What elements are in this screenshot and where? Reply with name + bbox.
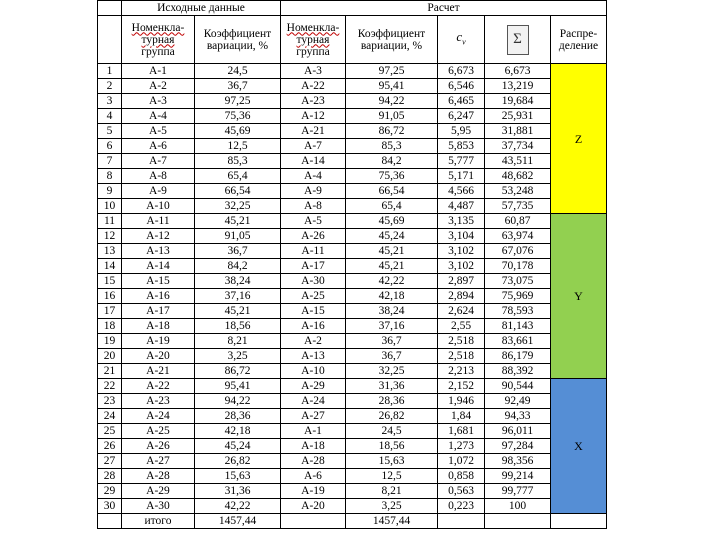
- cumulative-share-cell: 53,248: [485, 184, 551, 199]
- cv-share-cell: 3,104: [438, 229, 485, 244]
- table-row: [98, 379, 607, 394]
- cv-share-cell: 2,152: [438, 379, 485, 394]
- calc-group-cell: А-21: [281, 124, 346, 139]
- source-coef-cell: 26,82: [195, 454, 281, 469]
- source-group-cell: А-22: [122, 379, 195, 394]
- source-coef-cell: 12,5: [195, 139, 281, 154]
- calc-coef-cell: 38,24: [346, 304, 438, 319]
- source-coef-cell: 94,22: [195, 394, 281, 409]
- calc-group-cell: А-22: [281, 79, 346, 94]
- calc-coef-cell: 65,4: [346, 199, 438, 214]
- calc-group-cell: А-17: [281, 259, 346, 274]
- calc-group-cell: А-10: [281, 364, 346, 379]
- row-index-cell: 30: [98, 499, 122, 514]
- calc-coef-cell: 15,63: [346, 454, 438, 469]
- table-row: [98, 469, 607, 484]
- table-row: [98, 139, 607, 154]
- calc-coef-cell: 37,16: [346, 319, 438, 334]
- cumulative-share-cell: 97,284: [485, 439, 551, 454]
- calc-group-cell: А-25: [281, 289, 346, 304]
- total-empty-cell: [551, 514, 607, 529]
- source-coef-cell: 45,21: [195, 214, 281, 229]
- source-group-cell: А-25: [122, 424, 195, 439]
- source-group-cell: А-15: [122, 274, 195, 289]
- row-index-cell: 4: [98, 109, 122, 124]
- calc-coef-cell: 3,25: [346, 499, 438, 514]
- source-coef-cell: 42,22: [195, 499, 281, 514]
- cumulative-share-cell: 92,49: [485, 394, 551, 409]
- total-row: [98, 514, 607, 529]
- cumulative-share-cell: 19,684: [485, 94, 551, 109]
- calc-group-cell: А-9: [281, 184, 346, 199]
- cumulative-share-cell: 25,931: [485, 109, 551, 124]
- row-index-cell: 9: [98, 184, 122, 199]
- total-empty-cell: [485, 514, 551, 529]
- cv-share-cell: 1,072: [438, 454, 485, 469]
- row-index-cell: 15: [98, 274, 122, 289]
- cumulative-share-cell: 57,735: [485, 199, 551, 214]
- cumulative-share-cell: 99,777: [485, 484, 551, 499]
- table-row: [98, 304, 607, 319]
- cumulative-share-cell: 88,392: [485, 364, 551, 379]
- table-row: [98, 499, 607, 514]
- calc-coef-cell: 95,41: [346, 79, 438, 94]
- distribution-zone-z: Z: [551, 64, 607, 214]
- source-group-cell: А-18: [122, 319, 195, 334]
- source-group-cell: А-30: [122, 499, 195, 514]
- source-group-cell: А-19: [122, 334, 195, 349]
- table-row: [98, 169, 607, 184]
- row-index-cell: 29: [98, 484, 122, 499]
- row-index-cell: 16: [98, 289, 122, 304]
- cv-share-cell: 2,213: [438, 364, 485, 379]
- row-index-cell: 13: [98, 244, 122, 259]
- source-coef-header: Коэффициент вариации, %: [195, 16, 281, 64]
- calc-group-cell: А-13: [281, 349, 346, 364]
- total-index-cell: [98, 514, 122, 529]
- calc-group-cell: А-29: [281, 379, 346, 394]
- calc-group-cell: А-8: [281, 199, 346, 214]
- calc-group-cell: А-26: [281, 229, 346, 244]
- cv-share-cell: 2,894: [438, 289, 485, 304]
- row-index-cell: 6: [98, 139, 122, 154]
- table-row: [98, 424, 607, 439]
- calc-group-cell: А-4: [281, 169, 346, 184]
- cumulative-share-cell: 31,881: [485, 124, 551, 139]
- source-coef-cell: 37,16: [195, 289, 281, 304]
- row-index-cell: 2: [98, 79, 122, 94]
- cv-share-cell: 6,247: [438, 109, 485, 124]
- cv-share-cell: 5,171: [438, 169, 485, 184]
- table-row: [98, 64, 607, 79]
- cumulative-share-cell: 73,075: [485, 274, 551, 289]
- calc-coef-cell: 75,36: [346, 169, 438, 184]
- calc-coef-cell: 94,22: [346, 94, 438, 109]
- table-row: [98, 334, 607, 349]
- source-coef-cell: 36,7: [195, 244, 281, 259]
- cv-share-cell: 2,518: [438, 349, 485, 364]
- cumulative-share-cell: 70,178: [485, 259, 551, 274]
- calc-group-cell: А-30: [281, 274, 346, 289]
- source-coef-cell: 38,24: [195, 274, 281, 289]
- source-coef-cell: 8,21: [195, 334, 281, 349]
- calc-coef-cell: 45,21: [346, 259, 438, 274]
- index-header: [98, 16, 122, 64]
- source-group-cell: А-5: [122, 124, 195, 139]
- row-index-cell: 20: [98, 349, 122, 364]
- source-coef-cell: 42,18: [195, 424, 281, 439]
- total-empty-cell: [438, 514, 485, 529]
- source-coef-cell: 85,3: [195, 154, 281, 169]
- cumulative-share-cell: 90,544: [485, 379, 551, 394]
- row-index-cell: 10: [98, 199, 122, 214]
- source-group-cell: А-27: [122, 454, 195, 469]
- cv-share-cell: 5,95: [438, 124, 485, 139]
- table-row: [98, 259, 607, 274]
- row-index-cell: 11: [98, 214, 122, 229]
- calc-coef-cell: 8,21: [346, 484, 438, 499]
- row-index-cell: 24: [98, 409, 122, 424]
- calc-group-cell: А-1: [281, 424, 346, 439]
- source-coef-cell: 65,4: [195, 169, 281, 184]
- calc-coef-cell: 45,69: [346, 214, 438, 229]
- cumulative-share-cell: 94,33: [485, 409, 551, 424]
- table-row: [98, 319, 607, 334]
- table-body: [98, 64, 607, 529]
- cv-share-cell: 6,546: [438, 79, 485, 94]
- source-group-cell: А-16: [122, 289, 195, 304]
- cumulative-share-cell: 67,076: [485, 244, 551, 259]
- cv-share-cell: 5,853: [438, 139, 485, 154]
- total-label-cell: итого: [122, 514, 195, 529]
- source-group-cell: А-14: [122, 259, 195, 274]
- cv-share-cell: 4,487: [438, 199, 485, 214]
- row-index-cell: 28: [98, 469, 122, 484]
- cv-share-cell: 2,897: [438, 274, 485, 289]
- cv-share-cell: 1,84: [438, 409, 485, 424]
- calc-coef-cell: 85,3: [346, 139, 438, 154]
- calc-group-cell: А-12: [281, 109, 346, 124]
- source-group-cell: А-23: [122, 394, 195, 409]
- calc-group-cell: А-11: [281, 244, 346, 259]
- table-row: [98, 79, 607, 94]
- calculation-header: Расчет: [281, 1, 607, 16]
- table-row: [98, 289, 607, 304]
- distribution-header: Распре- деление: [551, 16, 607, 64]
- calc-group-cell: А-7: [281, 139, 346, 154]
- cumulative-share-cell: 78,593: [485, 304, 551, 319]
- row-index-cell: 7: [98, 154, 122, 169]
- calc-coef-cell: 36,7: [346, 334, 438, 349]
- table-row: [98, 229, 607, 244]
- table-row: [98, 109, 607, 124]
- calc-group-cell: А-27: [281, 409, 346, 424]
- source-group-cell: А-10: [122, 199, 195, 214]
- source-coef-cell: 97,25: [195, 94, 281, 109]
- cumulative-share-cell: 75,969: [485, 289, 551, 304]
- table-row: [98, 124, 607, 139]
- calc-coef-cell: 12,5: [346, 469, 438, 484]
- calc-coef-cell: 28,36: [346, 394, 438, 409]
- source-coef-cell: 45,24: [195, 439, 281, 454]
- source-group-cell: А-20: [122, 349, 195, 364]
- source-coef-cell: 3,25: [195, 349, 281, 364]
- table-row: [98, 244, 607, 259]
- calc-coef-cell: 32,25: [346, 364, 438, 379]
- source-group-cell: А-3: [122, 94, 195, 109]
- calc-coef-cell: 45,21: [346, 244, 438, 259]
- source-coef-cell: 36,7: [195, 79, 281, 94]
- table-row: [98, 364, 607, 379]
- calc-coef-cell: 45,24: [346, 229, 438, 244]
- cv-share-cell: 3,135: [438, 214, 485, 229]
- source-group-cell: А-28: [122, 469, 195, 484]
- cumulative-share-cell: 48,682: [485, 169, 551, 184]
- cv-share-header: [438, 16, 485, 64]
- source-group-cell: А-21: [122, 364, 195, 379]
- cumulative-share-cell: 63,974: [485, 229, 551, 244]
- table-row: [98, 274, 607, 289]
- cv-share-cell: 6,673: [438, 64, 485, 79]
- cumulative-share-cell: 81,143: [485, 319, 551, 334]
- cv-share-cell: 3,102: [438, 244, 485, 259]
- row-index-cell: 5: [98, 124, 122, 139]
- cv-share-cell: 1,273: [438, 439, 485, 454]
- table-row: [98, 439, 607, 454]
- calc-coef-cell: 18,56: [346, 439, 438, 454]
- source-group-header: Номенкла- турная группа: [122, 16, 195, 64]
- source-group-cell: А-29: [122, 484, 195, 499]
- calc-coef-cell: 42,18: [346, 289, 438, 304]
- calc-group-cell: А-3: [281, 64, 346, 79]
- calc-coef-cell: 24,5: [346, 424, 438, 439]
- cv-share-cell: 5,777: [438, 154, 485, 169]
- row-index-cell: 19: [98, 334, 122, 349]
- cv-share-cell: 3,102: [438, 259, 485, 274]
- row-index-cell: 17: [98, 304, 122, 319]
- calc-group-cell: А-2: [281, 334, 346, 349]
- row-index-cell: 27: [98, 454, 122, 469]
- row-index-cell: 12: [98, 229, 122, 244]
- calc-group-cell: А-18: [281, 439, 346, 454]
- cumulative-share-cell: 99,214: [485, 469, 551, 484]
- cv-share-cell: 2,624: [438, 304, 485, 319]
- source-group-cell: А-24: [122, 409, 195, 424]
- source-coef-cell: 31,36: [195, 484, 281, 499]
- cv-share-cell: 1,681: [438, 424, 485, 439]
- table-row: [98, 484, 607, 499]
- source-coef-cell: 18,56: [195, 319, 281, 334]
- calc-coef-cell: 42,22: [346, 274, 438, 289]
- calc-group-cell: А-14: [281, 154, 346, 169]
- row-index-cell: 22: [98, 379, 122, 394]
- row-index-cell: 1: [98, 64, 122, 79]
- source-group-cell: А-9: [122, 184, 195, 199]
- source-coef-cell: 75,36: [195, 109, 281, 124]
- source-group-cell: А-12: [122, 229, 195, 244]
- row-index-cell: 23: [98, 394, 122, 409]
- cv-symbol: $c_v$: [456, 28, 466, 47]
- cumulative-share-cell: 96,011: [485, 424, 551, 439]
- source-group-cell: А-26: [122, 439, 195, 454]
- row-index-cell: 18: [98, 319, 122, 334]
- cumulative-share-cell: 100: [485, 499, 551, 514]
- table-row: [98, 199, 607, 214]
- table-row: [98, 409, 607, 424]
- row-number-header: [98, 1, 122, 16]
- table-row: [98, 349, 607, 364]
- source-group-cell: А-1: [122, 64, 195, 79]
- source-coef-cell: 66,54: [195, 184, 281, 199]
- table-row: [98, 154, 607, 169]
- distribution-zone-y: Y: [551, 214, 607, 379]
- cumulative-share-cell: 43,511: [485, 154, 551, 169]
- abc-analysis-table: [97, 0, 607, 529]
- source-group-cell: А-7: [122, 154, 195, 169]
- calc-group-cell: А-16: [281, 319, 346, 334]
- cv-share-cell: 0,858: [438, 469, 485, 484]
- cumulative-share-cell: 98,356: [485, 454, 551, 469]
- source-coef-cell: 84,2: [195, 259, 281, 274]
- source-group-cell: А-13: [122, 244, 195, 259]
- row-index-cell: 26: [98, 439, 122, 454]
- source-group-cell: А-17: [122, 304, 195, 319]
- calc-group-cell: А-19: [281, 484, 346, 499]
- source-coef-cell: 28,36: [195, 409, 281, 424]
- cumulative-share-cell: 13,219: [485, 79, 551, 94]
- row-index-cell: 21: [98, 364, 122, 379]
- cv-share-cell: 1,946: [438, 394, 485, 409]
- table-row: [98, 94, 607, 109]
- row-index-cell: 14: [98, 259, 122, 274]
- source-coef-cell: 45,21: [195, 304, 281, 319]
- cumulative-share-cell: 37,734: [485, 139, 551, 154]
- source-group-cell: А-11: [122, 214, 195, 229]
- calc-coef-cell: 31,36: [346, 379, 438, 394]
- calc-group-cell: А-6: [281, 469, 346, 484]
- calc-coef-cell: 26,82: [346, 409, 438, 424]
- total-calc-sum-cell: 1457,44: [346, 514, 438, 529]
- table-row: [98, 454, 607, 469]
- calc-group-cell: А-5: [281, 214, 346, 229]
- source-coef-cell: 45,69: [195, 124, 281, 139]
- calc-group-cell: А-28: [281, 454, 346, 469]
- calc-coef-cell: 66,54: [346, 184, 438, 199]
- source-coef-cell: 91,05: [195, 229, 281, 244]
- calc-coef-cell: 97,25: [346, 64, 438, 79]
- cumulative-share-cell: 6,673: [485, 64, 551, 79]
- row-index-cell: 8: [98, 169, 122, 184]
- cv-share-cell: 0,223: [438, 499, 485, 514]
- cumulative-share-cell: 60,87: [485, 214, 551, 229]
- row-index-cell: 25: [98, 424, 122, 439]
- calc-coef-cell: 86,72: [346, 124, 438, 139]
- sum-formula-icon: Σ: [507, 25, 529, 55]
- calc-group-cell: А-23: [281, 94, 346, 109]
- source-group-cell: А-8: [122, 169, 195, 184]
- cumulative-header: [485, 16, 551, 64]
- table-row: [98, 184, 607, 199]
- distribution-zone-x: X: [551, 379, 607, 514]
- cumulative-share-cell: 83,661: [485, 334, 551, 349]
- calc-coef-header: Коэффициент вариации, %: [346, 16, 438, 64]
- calc-coef-cell: 84,2: [346, 154, 438, 169]
- total-source-sum-cell: 1457,44: [195, 514, 281, 529]
- calc-group-header: Номенкла- турная группа: [281, 16, 346, 64]
- calc-coef-cell: 91,05: [346, 109, 438, 124]
- source-group-cell: А-6: [122, 139, 195, 154]
- source-coef-cell: 86,72: [195, 364, 281, 379]
- cv-share-cell: 4,566: [438, 184, 485, 199]
- source-group-cell: А-4: [122, 109, 195, 124]
- calc-group-cell: А-20: [281, 499, 346, 514]
- source-coef-cell: 95,41: [195, 379, 281, 394]
- source-coef-cell: 15,63: [195, 469, 281, 484]
- source-coef-cell: 24,5: [195, 64, 281, 79]
- calc-coef-cell: 36,7: [346, 349, 438, 364]
- source-group-cell: А-2: [122, 79, 195, 94]
- cv-share-cell: 2,55: [438, 319, 485, 334]
- cumulative-share-cell: 86,179: [485, 349, 551, 364]
- calc-group-cell: А-24: [281, 394, 346, 409]
- total-empty-cell: [281, 514, 346, 529]
- table-row: [98, 394, 607, 409]
- row-index-cell: 3: [98, 94, 122, 109]
- cv-share-cell: 2,518: [438, 334, 485, 349]
- cv-share-cell: 0,563: [438, 484, 485, 499]
- source-coef-cell: 32,25: [195, 199, 281, 214]
- source-data-header: Исходные данные: [122, 1, 281, 16]
- table-row: [98, 214, 607, 229]
- calc-group-cell: А-15: [281, 304, 346, 319]
- cv-share-cell: 6,465: [438, 94, 485, 109]
